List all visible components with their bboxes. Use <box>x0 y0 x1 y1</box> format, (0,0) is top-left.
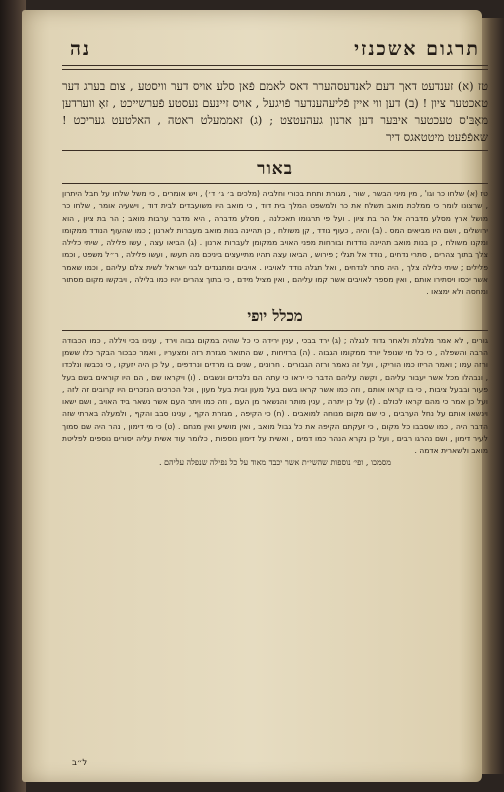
section-rule <box>62 150 488 151</box>
biur-paragraph: (ג) הביאו עצה , עשו פלילה , שיתי כלילה צלך בתוך צהרים , סתרי נדחים , נודד אל תגלי ; פירוש , הביאו עצה תהיו מתייעצים ביניכם מה תעשו , ועשו פלילה , ר״ל משפט , וכמו פלילים ; שיתי כלילה צלך , היה סתר לנדחים , ואל תגלה נודד לאויביו . <box>62 238 488 272</box>
mikhlal-paragraph: (ו) ויקראו שם , הם היו קוראים בשם בעל פעור ובבעל ציבות , כי בו קראו אותם , וזה כמו אשר קראו בשם בעל מעון ובית בעל מעון , וכל הכרכים הנזכרים היו קרובים זה לזה , ועל כן אמר כי מהם קראו לכולם . <box>62 372 488 407</box>
biur-paragraph: טז (א) שלחו כר וגו' , מין מיני הבשר , שור , מגורת ותחת בכורי וחלביה (מלכים ב׳ ג׳ ד׳) , ויש אומרים , כי משל שלחו על חבל היתרון , שרצונו לומר כי ממלכת מואב תשלח את כר ולמשפט המלך בית דוד , כי מואב היו משועבדים לבית דוד , וישעיה אומר , שלחו כר מושל ארץ מסלע מדברה אל הר בת ציון . <box>62 189 488 223</box>
targum-paragraph: טז (א) זענדעט דאך דעם לאנדעסהערר דאס לאמם פֿאן סלע אויס דער וויסטע , צום בערג דער טאכטער ציון ! (ב) דען ווי איין פֿליעהענדער פֿויגעל , אויס זיינעם נעסטע פֿערשייכט , זאָ ווערדען מאָבּ'ס טעכטער איבּער דען ארנון געהעטצט ; (ג) זאממעלט ראטה , האלטעט געריכט ! שאפֿפֿעט מיטטאגס דיר <box>62 79 488 144</box>
running-header <box>62 38 488 61</box>
page-number: נה <box>70 38 92 60</box>
header-rule <box>62 65 488 70</box>
section-rule <box>62 183 488 184</box>
mikhlal-commentary <box>62 335 488 458</box>
biur-paragraph: אויבים ומתנגדים לבני ישראל לשית צלם עליהם , וכמו שאמר אשר יכסו ויסתירו אותם , ואין מספר לאויבים אשר קמו עליהם , ואין מציל מידם , כי בתוך צהרים יהיו כמו בלילה , ויבקשו מקום מסתור ומחסה ולא ימצאו . <box>62 262 488 297</box>
biur-title: באור <box>257 159 293 179</box>
page-content <box>62 38 488 768</box>
mikhlal-paragraph: (ט) כי מי דימון , נהר היה שם סמוך לעיר דימון , ושם נהרגו רבים , ועל כן נקרא הנהר כמו דמים , ואשית על דימון נוספות , כלומר עוד אשית עליה יסורים נוספים לפליטת מואב ולשארית אדמה . <box>62 421 488 456</box>
mikhlal-paragraph: (ה) ברזיחות , שם התואר מגזרת רזה ומצעריו , ואמר כבכור הבקר כלו ששמן ורזה עמו ; ואמר הריזו כמו הוריקו , ועל זה נאמר ורזה הגבורים . <box>62 347 488 370</box>
mikhlal-paragraph: (ז) על כן יתרה , ענין מותר והנשאר מן העם , וזה כמו ויתר העם אשר נשאר ביד האויב , ושם ישאו וינשאו אותם על נחל הערבים , כי שם מקום מנוחה למואבים . <box>62 397 488 419</box>
targum-text <box>62 78 488 146</box>
section-rule <box>62 330 488 331</box>
mikhlal-paragraph: (ח) כי הקיפה , מגזרת הקף , ענינו סבב והקף , ולמעלה בארתי שזה הדבר היה , כמו שסבבו כל מקום , כי זעקתם הקיפה את כל גבול מואב , ואין מושיע ואין מנחם . <box>62 409 489 431</box>
biur-paragraph: ועל פי תרגומו תאכלנה , מסלע מדברה , היא מדבר ערבות מואב ; הר בת ציון , הוא ירושלים , ושם היו מביאים המס . (ב) והיה , כעוף נודד , קן משולח , כן תהיינה בנות מואב מעברות לארנון ; כמו שהעוף הנודד ממקומו ומקנו משולח , כן בנות מואב תהיינה נודדות ובורחות מפני האויב ממקומן לעברות ארנון . <box>62 213 488 248</box>
mikhlal-paragraph: גורים , לא אמר מלגלת ולאחר גדוד לנגלה ; (ג) ירד בבכי , ענין ירידה כי כל שהיה במקום גבוה וירד , ענינו בכי ויללה , כמו הכבודה הרבה והשפלה , כי כל מי שנופל יורד ממקומו הגבוה . <box>62 335 488 357</box>
mikhlal-title: מכלל יופי <box>247 306 303 325</box>
page-title: תרגום אשכנזי <box>354 38 480 60</box>
book-page <box>22 10 489 782</box>
mikhlal-paragraph: חרונים , שנים בו מרדים ונרדפים , על כן היה יזעקו , כי נכבשו ונלכדו , ונבהלו מכל אשר יעבור עליהם , וקשה עליהם הדבר כי יראו כי עתה הם נלכדים ונשבים . <box>62 360 489 382</box>
catchword: ל״ב <box>72 758 88 768</box>
biur-commentary <box>62 188 488 299</box>
closing-line: מסמכו , ופי׳ נוספות שהשי״ת אשר יכבד מאוד על כל נפילה שנפלה עליהם . <box>158 457 392 467</box>
